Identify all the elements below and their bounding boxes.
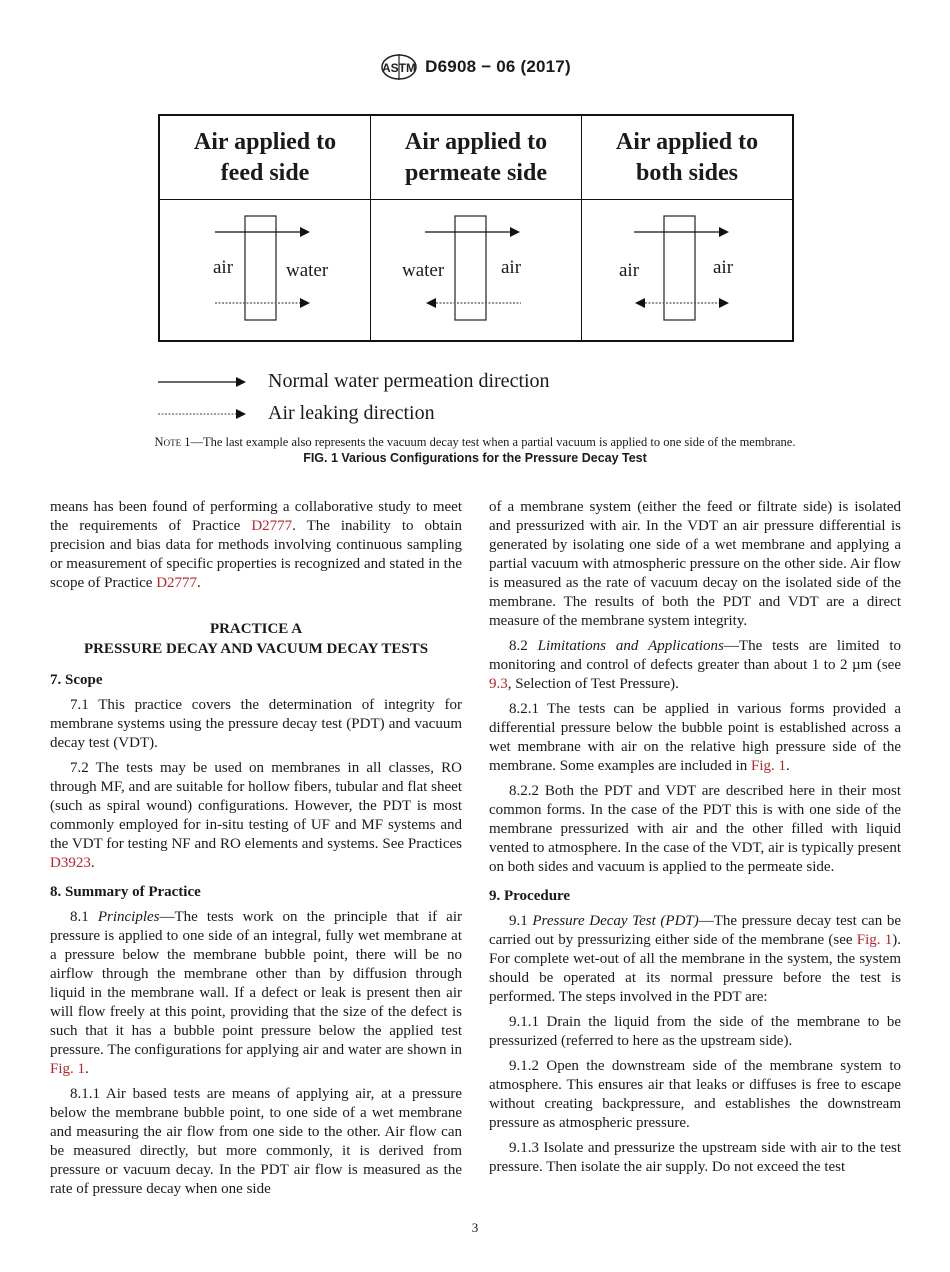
figure-caption: FIG. 1 Various Configurations for the Pressure Decay Test [303, 451, 647, 465]
page-number: 3 [471, 1220, 479, 1235]
figure-column-title: Air applied to permeate side [371, 116, 581, 200]
right-side-label: air [501, 257, 522, 278]
svg-text:ASTM: ASTM [382, 61, 417, 75]
figure-column-title: Air applied to both sides [582, 116, 792, 200]
paragraph-continuation: of a membrane system (either the feed or filtrate side) is isolated and pressurized with air. In the VDT an air pressure differential is generated by isolating one side of a wet membrane and applying a partial vacuum with atmospheric pressure on the other side. Air flow is measured as the rate of vacuum decay on the isolated side of the membrane. The results of both the PDT and VDT are a direct measure of the membrane system integrity. [489, 499, 901, 629]
section-heading-summary: 8. Summary of Practice [50, 884, 201, 900]
membrane-diagram-both [582, 200, 793, 342]
figure-column-permeate-side [371, 116, 582, 340]
left-side-label: air [213, 257, 234, 278]
figure-1-table [158, 114, 794, 342]
paragraph-8-1-1: 8.1.1 Air based tests are means of applying air, at a pressure below the membrane bubble point, to one side of a wet membrane and measuring the air flow from one side to the other. Air flow can be measured directly, but more commonly, it is derived from pressure or vacuum decay. In the PDT air flow is measured as the rate of pressure decay when one side [50, 1086, 462, 1197]
paragraph-9-1: 9.1 Pressure Decay Test (PDT)—The pressure decay test can be carried out by pressurizing either side of the membrane (see Fig. 1). For complete wet-out of all the membrane in the system, the system should be operated at its normal pressure before the test is performed. The steps involved in the PDT are: [489, 913, 902, 1005]
figure-column-title: Air applied to feed side [160, 116, 370, 200]
paragraph-7-1: 7.1 This practice covers the determination of integrity for membrane systems using the pressure decay test (PDT) and vacuum decay test (VDT). [50, 697, 462, 751]
link-d2777[interactable]: D2777 [156, 575, 198, 591]
page-header [0, 52, 950, 87]
figure-column-feed-side [160, 116, 371, 340]
link-9-3[interactable]: 9.3 [489, 676, 508, 692]
link-fig-1[interactable]: Fig. 1 [50, 1061, 86, 1077]
right-side-label: water [286, 260, 329, 281]
link-fig-1[interactable]: Fig. 1 [856, 932, 893, 948]
right-side-label: air [713, 257, 734, 278]
membrane-diagram-feed [160, 200, 371, 342]
right-column [489, 498, 901, 1183]
paragraph-8-2-1: 8.2.1 The tests can be applied in various forms provided a differential pressure below the bubble point is established across a wet membrane with air on the relative high pressure side of the membrane. Some examples are included in Fig. 1. [489, 701, 901, 774]
section-heading-scope: 7. Scope [50, 672, 103, 688]
link-d2777[interactable]: D2777 [251, 518, 293, 534]
figure-column-both-sides [582, 116, 792, 340]
astm-logo-icon [379, 52, 419, 82]
paragraph-8-2: 8.2 Limitations and Applications—The tests are limited to monitoring and control of defects greater than about 1 to 2 µm (see 9.3, Selection of Test Pressure). [489, 638, 902, 692]
dotted-arrow-icon [158, 406, 253, 422]
left-column [50, 498, 462, 1205]
paragraph-9-1-1: 9.1.1 Drain the liquid from the side of the membrane to be pressurized (referred to here as the upstream side). [489, 1014, 901, 1049]
document-id: D6908 − 06 (2017) [425, 57, 571, 76]
paragraph-continuation: means has been found of performing a collaborative study to meet the requirements of Practice D2777. The inability to obtain precision and bias data for methods involving continuous sampling or measurement of specific properties is recognized and stated in the scope of Practice D2777. [50, 499, 462, 591]
paragraph-8-2-2: 8.2.2 Both the PDT and VDT are described here in their most common forms. In the case of the PDT this is with one side of the membrane pressurized with air and the other filled with liquid vented to atmosphere. In the case of the VDT, air is typically present on both sides and vacuum is applied to the permeate side. [489, 783, 901, 875]
paragraph-9-1-2: 9.1.2 Open the downstream side of the membrane system to atmosphere. This ensures air that leaks or diffuses is free to escape without creating backpressure, and establishes the downstream pressure as atmospheric pressure. [489, 1058, 901, 1131]
section-heading-procedure: 9. Procedure [489, 888, 571, 904]
left-side-label: water [402, 260, 445, 281]
solid-arrow-icon [158, 374, 253, 390]
left-side-label: air [619, 260, 640, 281]
figure-note: Note 1—The last example also represents the vacuum decay test when a partial vacuum is applied to one side of the membrane. [154, 435, 796, 449]
link-d3923[interactable]: D3923 [50, 855, 91, 871]
paragraph-9-1-3: 9.1.3 Isolate and pressurize the upstream side with air to the test pressure. Then isolate the air supply. Do not exceed the test [489, 1140, 901, 1175]
paragraph-8-1: 8.1 Principles—The tests work on the principle that if air pressure is applied to one side of an integral, fully wet membrane at a pressure below the membrane bubble point, there will be no airflow through the membrane other than by diffusion through liquid in the membrane wall. If a defect or leak is present then air will flow freely at this point, providing that the size of the defect is such that it has a bubble point pressure below the applied test pressure. The configurations for applying air and water are shown in Fig. 1. [50, 909, 462, 1077]
practice-title: PRACTICE A PRESSURE DECAY AND VACUUM DECAY TESTS [83, 621, 429, 657]
paragraph-7-2: 7.2 The tests may be used on membranes in all classes, RO through MF, and are suitable for hollow fibers, tubular and flat sheet (such as spiral wound) configurations. However, the PDT is most commonly employed for in-situ testing of UF and MF systems and the VDT for testing NF and RO elements and systems. See Practices D3923. [50, 760, 462, 871]
link-fig-1[interactable]: Fig. 1 [751, 758, 787, 774]
